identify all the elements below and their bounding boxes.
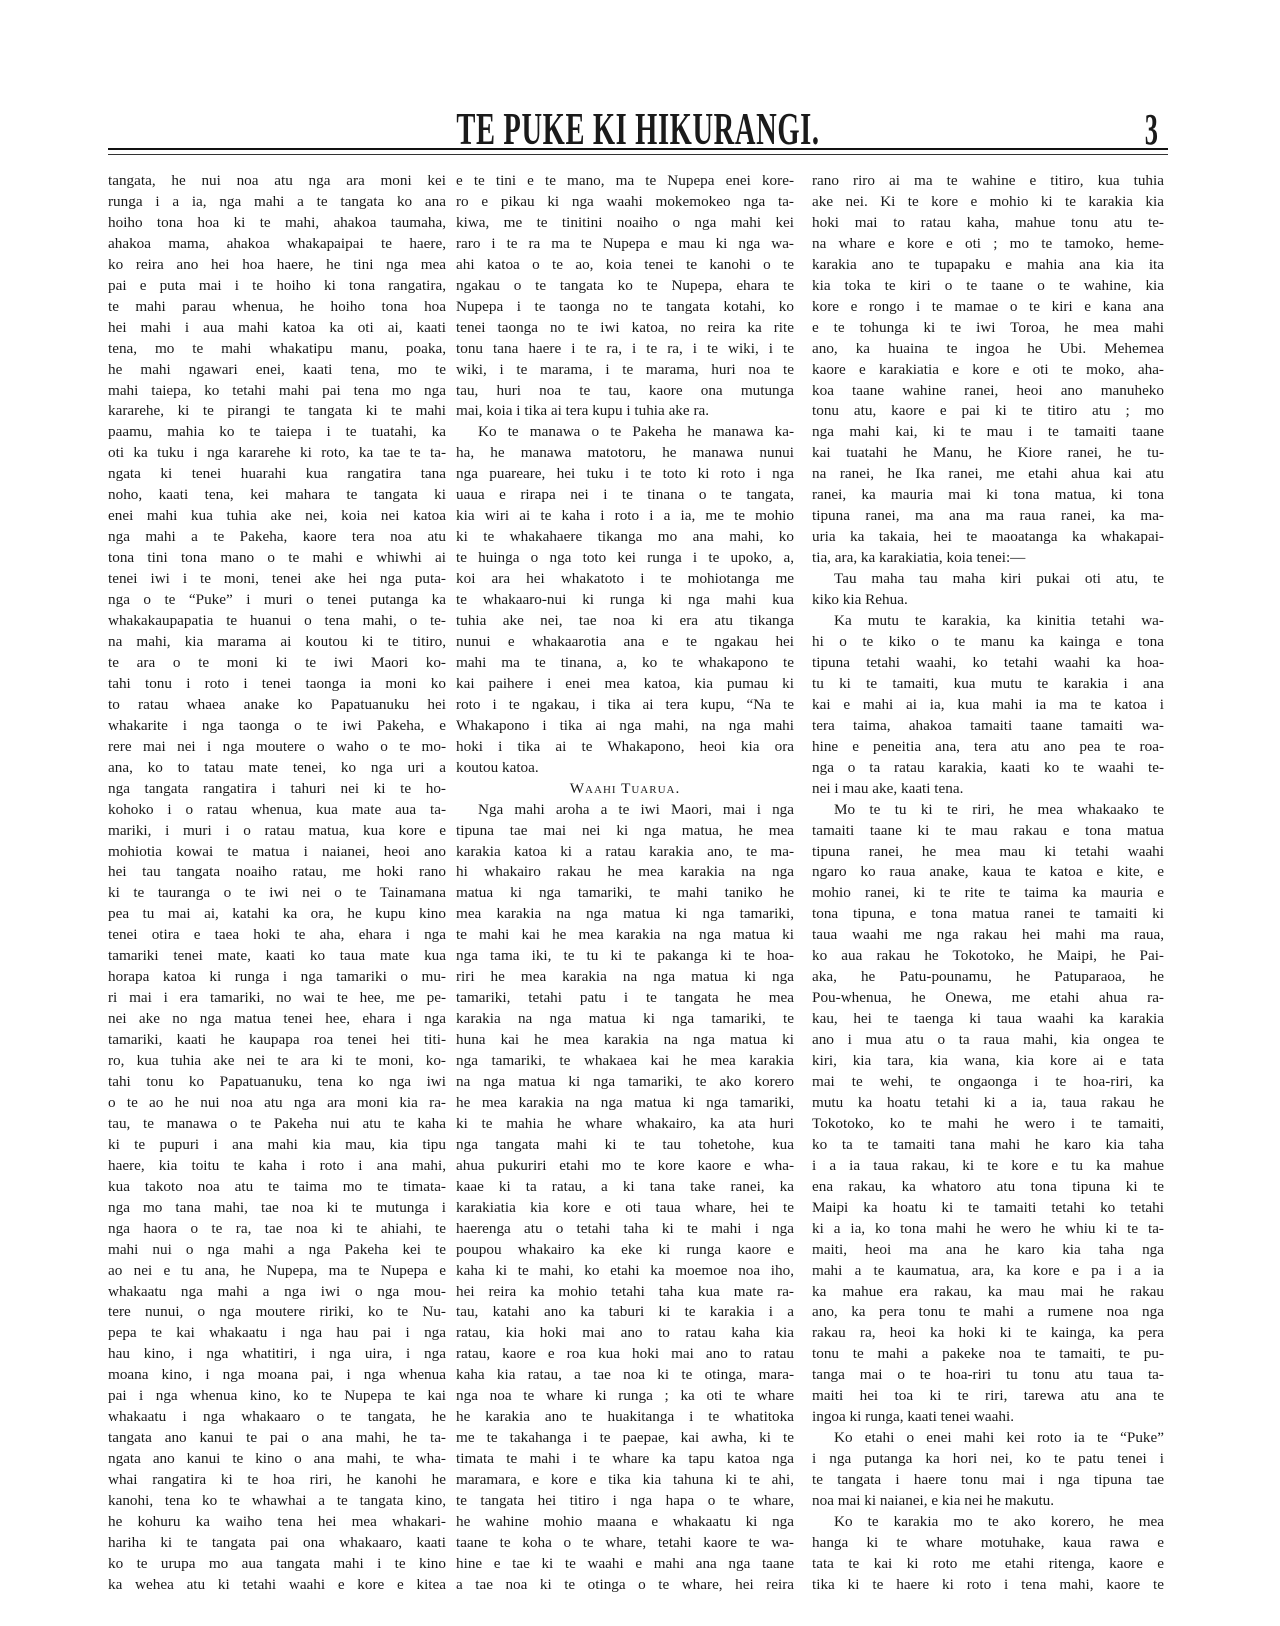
text-line: matua ki nga tamariki, te mahi taniko he: [456, 884, 794, 902]
text-line: Ko te manawa o te Pakeha he manawa ka-: [478, 423, 794, 441]
text-line: na ranei, he Ika ranei, me etahi ahua kai atu: [812, 465, 1164, 483]
text-line: te ara o te moni ki te iwi Maori ko-: [108, 653, 446, 671]
text-line: hoki i tika ai te Whakapono, heoi kia ora: [456, 737, 794, 755]
text-line: hariha ki te tangata pai ona whakaaro, kaati: [108, 1533, 446, 1551]
text-line: kore e rongo i te mamae o te kiri e kana ana: [812, 297, 1164, 315]
text-line: kohoko i o ratau whenua, kua mate aua ta-: [108, 800, 446, 818]
text-line: ranei, ka mauria mai ki tona matua, ki tona: [812, 486, 1164, 504]
text-line: ko te urupa mo aua tangata mahi i te kino: [108, 1554, 446, 1572]
text-line: nei i mau ake, kaati tena.: [812, 779, 964, 797]
text-line: a tae noa ki te otinga o te whare, hei reira: [456, 1575, 794, 1593]
text-line: ko reira ano hei hoa haere, he tini nga mea: [108, 255, 446, 273]
text-line: kai tuatahi he Manu, he Kiore ranei, he tu-: [812, 444, 1164, 462]
text-line: he mea karakia na nga matua ki nga tamariki,: [456, 1093, 794, 1111]
text-line: Pou-whenua, he Onewa, me etahi ahua ra-: [812, 989, 1164, 1007]
text-line: rano riro ai ma te wahine e titiro, kua tuhia: [812, 172, 1164, 189]
text-line: ano i mua atu o ta raua mahi, kia ongea te: [812, 1031, 1164, 1049]
text-line: tanga mai o te hoa-riri tu tonu atu taua ta-: [812, 1366, 1164, 1384]
text-line: Whakapono i tika ai nga mahi, na nga mahi: [456, 716, 794, 734]
text-line: tenei taonga no te iwi katoa, no reira ka rite: [456, 318, 794, 336]
text-line: tangata ano kanui te pai o ana mahi, he ta-: [108, 1429, 446, 1447]
text-line: nga haora o te ra, tae noa ki te ahiahi, te: [108, 1219, 446, 1237]
text-line: tenei iwi i te moni, tenei ake hei nga puta-: [108, 570, 446, 588]
text-line: tia, ara, ka karakiatia, koia tenei:—: [812, 549, 1026, 567]
text-line: hei mahi i aua mahi katoa ka oti ai, kaati: [108, 318, 446, 336]
text-line: hau kino, i nga whatitiri, i nga uira, i nga: [108, 1345, 446, 1363]
text-line: ao nei e tu ana, he Nupepa, ma te Nupepa e: [108, 1261, 446, 1279]
text-line: whakarite i nga taonga o te iwi Pakeha, e: [108, 716, 446, 734]
text-line: kiri, kia tara, kia wana, kia kore ai e tata: [812, 1052, 1164, 1070]
text-line: nga tamariki, te whakaea kai he mea karakia: [456, 1052, 794, 1070]
text-line: Ko etahi o enei mahi kei roto ia te “Puke”: [834, 1429, 1164, 1447]
text-line: ratau, kaore e roa kua hoki mai ano to ratau: [456, 1345, 794, 1363]
text-line: ngata ki tenei huarahi kua rangatira tana: [108, 465, 446, 483]
text-line: pai i nga whenua kino, ko te Nupepa te kai: [108, 1387, 446, 1405]
text-line: ki te pupuri i ana mahi kia mau, kia tipu: [108, 1135, 446, 1153]
text-line: noa mai ki naianei, e kia nei he makutu.: [812, 1492, 1055, 1510]
text-line: tau, katahi ano ka taburi ki te karakia i a: [456, 1303, 794, 1321]
text-line: kau, hei te taenga ki taua waahi ka karakia: [812, 1010, 1164, 1028]
text-line: ahua pukuriri etahi mo te kore kaore e wha-: [456, 1156, 794, 1174]
text-line: na nga matua ki nga tamariki, te ako korero: [456, 1072, 794, 1090]
text-line: ana, ko to tatau mate tenei, ko nga uri a: [108, 758, 446, 776]
text-line: kai e mahi ai ia, kua mahi ia ma te katoa i: [812, 695, 1164, 713]
text-line: raro i te ra ma te Nupepa e mau ki nga wa-: [456, 234, 794, 252]
text-line: ki te whakahaere tikanga mo ana mahi, ko: [456, 528, 794, 546]
text-line: ka mahue era rakau, ka mau mai he rakau: [812, 1282, 1164, 1300]
text-line: he kohuru ka waiho tena hei mea whakari-: [108, 1513, 446, 1530]
text-line: nga tangata mahi ki te tau tohetohe, kua: [456, 1135, 794, 1153]
text-line: mohio ranei, ki te rite te taima ka mauria e: [812, 884, 1164, 902]
text-line: kai paihere i enei mea katoa, kia pumau ki: [456, 674, 794, 692]
text-line: whakaatu nga mahi a nga iwi o nga mou-: [108, 1282, 446, 1300]
text-line: koa taane wahine ranei, heoi ano manuheko: [812, 381, 1164, 399]
text-line: tena, mo te mahi whakatipu manu, poaka,: [108, 339, 446, 357]
text-line: nga tama iki, te tu ki te pakanga ki te hoa-: [456, 947, 794, 965]
text-line: ake nei. Ki te kore e mohio ki te karakia kia: [812, 192, 1164, 210]
text-line: uria ka takaia, hei te maoatanga ka whakapai-: [812, 528, 1164, 546]
text-line: e te tini e te mano, ma te Nupepa enei kore-: [456, 172, 794, 189]
text-line: mai, koia i tika ai tera kupu i tuhia ake ra.: [456, 402, 710, 420]
header-rule-thick: [108, 148, 1168, 150]
text-line: ro, kua tuhia ake nei te ara ki te moni, ko-: [108, 1052, 446, 1070]
text-line: tamariki, kaati he kaupapa roa tenei hei titi-: [108, 1031, 446, 1049]
text-line: mahi nui o nga mahi a nga Pakeha kei te: [108, 1240, 446, 1258]
text-line: ro e pikau ki nga waahi mokemokeo nga ta-: [456, 192, 794, 210]
text-line: tau, te manawa o te Pakeha nui atu te kaha: [108, 1114, 446, 1132]
text-line: haerenga atu o tetahi taha ki te mahi i nga: [456, 1219, 794, 1237]
text-line: kia toka te kiri o te taane o te wahine, kia: [812, 276, 1164, 294]
text-line: nga puareare, hei tuku i te toto ki roto i nga: [456, 465, 794, 483]
text-line: wiki, i te marama, i te marama, huri noa te: [456, 360, 794, 378]
text-line: Ka mutu te karakia, ka kinitia tetahi wa-: [834, 612, 1164, 630]
text-line: aka, he Patu-pounamu, he Patuparaoa, he: [812, 968, 1164, 986]
text-line: nunui e whakaarotia ana e te ngakau hei: [456, 632, 794, 650]
text-line: mea karakia na nga matua ki nga tamariki,: [456, 905, 794, 923]
text-column-2: [456, 172, 794, 1594]
text-line: mahi a te kaumatua, ara, ka kore e pa i a ia: [812, 1261, 1164, 1279]
text-line: kaha ki te mahi, ko etahi ka moemoe noa iho,: [456, 1261, 794, 1279]
text-line: tika ki te haere ki roto i tena mahi, kaore te: [812, 1575, 1164, 1593]
text-line: kararehe, ki te pirangi te tangata ki te mahi: [108, 402, 446, 420]
text-line: whai rangatira ki te hoa riri, he kanohi he: [108, 1471, 446, 1489]
text-line: tamaiti taane ki te mau rakau e tona matua: [812, 821, 1164, 839]
text-line: ko aua rakau he Tokotoko, he Maipi, he Pai-: [812, 947, 1164, 965]
text-line: ena rakau, ka whatoro atu tona tipuna ki te: [812, 1177, 1164, 1195]
text-line: mutu ka hoatu tetahi ki a ia, taua rakau he: [812, 1093, 1164, 1111]
text-line: taua waahi me nga rakau hei mahi ma raua,: [812, 926, 1164, 944]
text-line: tona tini tona mano o te mahi e whiwhi ai: [108, 549, 446, 567]
text-line: koutou katoa.: [456, 758, 539, 776]
text-line: hei tau tangata noaiho ratau, me hoki rano: [108, 863, 446, 881]
text-line: ano, ka huaina te ingoa he Ubi. Mehemea: [812, 339, 1164, 357]
text-line: tonu atu, kaore e pai ki te titiro atu ; mo: [812, 402, 1164, 420]
text-column-3: [812, 172, 1164, 1594]
text-line: ko ta te tamaiti tana mahi he karo kia taha: [812, 1135, 1164, 1153]
text-line: pea tu mai ai, katahi ka ora, he kupu kino: [108, 905, 446, 923]
text-line: tipuna tae mai nei ki nga matua, he mea: [456, 821, 794, 839]
text-line: tahi tonu ko Papatuanuku, tena ko nga iwi: [108, 1072, 446, 1090]
text-line: he karakia ano te huakitanga i te whatitoka: [456, 1408, 794, 1426]
text-line: maramara, e kore e tika kia tahuna ki te ahi,: [456, 1471, 794, 1489]
text-line: Tau maha tau maha kiri pukai oti atu, te: [834, 570, 1164, 588]
text-line: hine e tae ki te waahi e mahi ana nga taane: [456, 1554, 794, 1572]
text-line: tere nunui, o nga moutere ririki, ko te Nu-: [108, 1303, 446, 1321]
text-line: hoki mai to ratau kaha, mahue tonu atu te-: [812, 213, 1164, 231]
section-heading: Waahi Tuarua.: [569, 779, 681, 797]
text-line: poupou whakairo ka eke ki runga kaore e: [456, 1240, 794, 1258]
text-line: nga mahi kai, ki te mau i te tamaiti taane: [812, 423, 1164, 441]
text-line: koi ara hei whakatoto i te mohiotanga me: [456, 570, 794, 588]
text-line: karakia katoa ki a ratau karakia ano, te ma-: [456, 842, 794, 860]
text-line: tipuna tetahi waahi, ko tetahi waahi ka hoa-: [812, 653, 1164, 671]
text-line: ki te tauranga o te iwi nei o te Tainamana: [108, 884, 446, 902]
text-line: e te tohunga ki te iwi Toroa, he mea mahi: [812, 318, 1164, 336]
text-line: noho, kaati tena, kei mahara te tangata ki: [108, 486, 446, 504]
text-line: riri he mea karakia na nga matua ki nga: [456, 968, 794, 986]
text-line: ano, ka pera tonu te mahi a rumene noa nga: [812, 1303, 1164, 1321]
text-line: timata te mahi i te whare ka tapu katoa nga: [456, 1450, 794, 1468]
text-line: kiwa, me te tinitini noaiho o nga mahi kei: [456, 213, 794, 231]
text-line: oti ka tuku i nga kararehe ki roto, ka tae te ta-: [108, 444, 446, 462]
text-line: mai te wehi, te ongaonga i te hoa-riri, ka: [812, 1072, 1164, 1090]
text-line: Maipi ka hoatu ki te tamaiti tetahi ko tetahi: [812, 1198, 1164, 1216]
text-line: nga mo tana mahi, tae noa ki te mutunga i: [108, 1198, 446, 1216]
text-line: ka wehea atu ki tetahi waahi e kore e kitea: [108, 1575, 446, 1593]
text-line: na whare e kore e oti ; mo te tamoko, heme-: [812, 234, 1164, 252]
text-line: ratau, kia hoki mai ano to ratau kaha kia: [456, 1324, 794, 1342]
text-line: mohiotia kowai te matua i naianei, heoi ano: [108, 842, 446, 860]
text-line: nga o ta ratau karakia, kaati ko te waahi te-: [812, 758, 1164, 776]
text-line: ngata ano kanui te kino o ana mahi, te wha-: [108, 1450, 446, 1468]
text-line: te tangata hei titiro i nga hapa o te whare,: [456, 1492, 794, 1510]
text-line: tahi tonu i roto i tenei taonga ia moni ko: [108, 674, 446, 692]
text-line: o te ao he nui noa atu nga ara moni kia ra-: [108, 1093, 446, 1111]
text-line: paamu, mahia ko te taiepa i te tuatahi, ka: [108, 423, 446, 441]
text-line: whakakaupapatia te huanui o tena mahi, o te-: [108, 612, 446, 630]
text-line: tamariki tenei mate, kaati ko taua mate kua: [108, 947, 446, 965]
text-line: te whakaaro-nui ki runga ki nga mahi kua: [456, 591, 794, 609]
text-line: Nga mahi aroha a te iwi Maori, mai i nga: [478, 800, 794, 818]
text-line: ki te mahia he whare whakairo, ka ata huri: [456, 1114, 794, 1132]
text-line: pepa te kai whakaatu i nga hau pai i nga: [108, 1324, 446, 1342]
text-line: kaore e karakiatia e kore e oti te moko, aha-: [812, 360, 1164, 378]
text-line: Tokotoko, ko te mahi he wero i te tamaiti,: [812, 1114, 1164, 1132]
text-line: tamariki, tetahi patu i te tangata he mea: [456, 989, 794, 1007]
text-line: te huinga o nga toto kei runga i te upoko, a,: [456, 549, 794, 567]
text-line: whakaatu i nga whakaaro o te tangata, he: [108, 1408, 446, 1426]
newspaper-title: TE PUKE KI HIKURANGI.: [456, 103, 820, 154]
text-line: he mahi ngawari enei, kaati tena, mo te: [108, 360, 446, 378]
text-line: ri mai i era tamariki, no wai te hee, me pe-: [108, 989, 446, 1007]
text-line: ahakoa mama, ahakoa whakapaipai te haere,: [108, 234, 446, 252]
text-line: ahi katoa o te ao, koia tenei te kanohi o te: [456, 255, 794, 273]
text-line: hanga ki te whare motuhake, kaua rawa e: [812, 1533, 1164, 1551]
text-line: haere, kia toitu te kaha i roto i ana mahi,: [108, 1156, 446, 1174]
text-line: runga i a ia, nga mahi a te tangata ko ana: [108, 192, 446, 210]
text-line: nga noa te whare ki runga ; ka oti te whare: [456, 1387, 794, 1405]
text-line: mariki, i muri i o ratau matua, kua kore e: [108, 821, 446, 839]
text-line: tu ki te tamaiti, kua mutu te karakia i ana: [812, 674, 1164, 692]
text-line: kanohi, tena ko te whawhai a te tangata kino,: [108, 1492, 446, 1510]
text-line: tata te kai ki roto me etahi ritenga, kaore e: [812, 1554, 1164, 1572]
text-line: karakiatia kia kore e oti taua whare, hei te: [456, 1198, 794, 1216]
text-line: maiti hei toa ki te riri, tarewa atu ana te: [812, 1387, 1164, 1405]
text-line: ha, he manawa matotoru, he manawa nunui: [456, 444, 794, 462]
text-line: na mahi, kia marama ai koutou ki te titiro,: [108, 632, 446, 650]
text-line: tonu te mahi a pakeke noa te tamaiti, te pu-: [812, 1345, 1164, 1363]
text-line: te mahi parau whenua, he hoiho tona hoa: [108, 297, 446, 315]
text-line: hi o te kiko o te manu ka kainga e tona: [812, 632, 1164, 650]
text-line: mahi ma te tinana, a, ko te whakapono te: [456, 653, 794, 671]
text-line: nga tangata rangatira i tahuri nei ki te ho-: [108, 779, 446, 797]
text-line: rere mai nei i nga moutere o waho o te mo-: [108, 737, 446, 755]
text-line: pai e puta mai i te hoiho ki tona rangatira,: [108, 276, 446, 294]
text-line: nga mahi a te Pakeha, kaore tera noa atu: [108, 528, 446, 546]
text-line: moana kino, i nga moana pai, i nga whenua: [108, 1366, 446, 1384]
text-line: hi whakairo rakau he mea karakia na nga: [456, 863, 794, 881]
text-line: maiti, heoi ma ana he karo kia taha nga: [812, 1240, 1164, 1258]
text-line: ngakau o te tangata ko te Nupepa, ehara te: [456, 276, 794, 294]
text-column-1: [108, 172, 446, 1594]
text-line: he wahine mohio maana e whakaatu ki nga: [456, 1513, 794, 1530]
text-line: rakau ra, heoi ka hoki ki te kainga, ka pera: [812, 1324, 1164, 1342]
text-line: nga o te “Puke” i muri o tenei putanga ka: [108, 591, 446, 609]
text-line: roto i te ngakau, i tika ai tera kupu, “Na te: [456, 695, 794, 713]
text-line: te mahi kai he mea karakia na nga matua ki: [456, 926, 794, 944]
text-line: tonu tana haere i te ra, i te ra, i te wiki, i te: [456, 339, 794, 357]
text-line: horapa katoa ki runga i nga tamariki o mu-: [108, 968, 446, 986]
text-line: tera taima, ahakoa tamaiti taane tamaiti wa-: [812, 716, 1164, 734]
text-line: Nupepa i te taonga no te tangata kotahi, ko: [456, 297, 794, 315]
text-line: kiko kia Rehua.: [812, 591, 908, 609]
text-line: mahi taiepa, ko tetahi mahi pai tena mo nga: [108, 381, 446, 399]
text-line: huna kai he mea karakia na nga matua ki: [456, 1031, 794, 1049]
text-line: me te takahanga i te paepae, kai awha, ki te: [456, 1429, 794, 1447]
text-line: ki a ia, ko tona mahi he wero he whiu ki te ta-: [812, 1219, 1164, 1237]
text-line: hei reira ka mohio tetahi taha kua mate ra-: [456, 1282, 794, 1300]
text-line: to ratau whaea anake ko Papatuanuku hei: [108, 695, 446, 713]
text-line: tipuna ranei, ma ana ma raua ranei, ka ma-: [812, 507, 1164, 525]
text-line: hoiho tona hoa ki te mahi, ahakoa taumaha,: [108, 213, 446, 231]
text-line: kua takoto noa atu te taima mo te timata-: [108, 1177, 446, 1195]
text-line: tangata, he nui noa atu nga ara moni kei: [108, 172, 446, 189]
text-line: ngaro ko raua anake, kaua te katoa e kite, e: [812, 863, 1164, 881]
text-line: i nga putanga ka hori nei, ko te patu tenei i: [812, 1450, 1164, 1468]
text-line: kaae ki ta ratau, a ki tana take ranei, ka: [456, 1177, 794, 1195]
text-line: ingoa ki runga, kaati tenei waahi.: [812, 1408, 1015, 1426]
text-line: enei mahi kua tuhia ake nei, koia nei katoa: [108, 507, 446, 525]
text-line: tau, huri noa te tau, kaore ona mutunga: [456, 381, 794, 399]
text-line: karakia na nga matua ki nga tamariki, te: [456, 1010, 794, 1028]
text-line: Ko te karakia mo te ako korero, he mea: [834, 1513, 1164, 1530]
text-line: tenei otira e taea hoki te aha, ehara i nga: [108, 926, 446, 944]
text-line: tuhia ake nei, tae noa ki era atu tikanga: [456, 612, 794, 630]
masthead: [108, 100, 1168, 154]
header-rule-thin: [108, 154, 1168, 155]
text-line: uaua e rirapa nei i te tinana o te tangata,: [456, 486, 794, 504]
text-line: tipuna ranei, he mea mau ki tetahi waahi: [812, 842, 1164, 860]
page-number: 3: [1144, 105, 1158, 154]
text-line: kia wiri ai te kaha i roto i a ia, me te mohio: [456, 507, 794, 525]
text-line: Mo te tu ki te riri, he mea whakaako te: [834, 800, 1164, 818]
text-line: kaha kia ratau, a tae noa ki te otinga, mara-: [456, 1366, 794, 1384]
text-line: nei ake no nga matua tenei hee, ehara i nga: [108, 1010, 446, 1028]
text-line: karakia ano te tupapaku e mahia ana kia ita: [812, 255, 1164, 273]
text-line: tona tipuna, e tona matua ranei te tamaiti ki: [812, 905, 1164, 923]
text-line: i a ia taua rakau, ki te kore e tu ka mahue: [812, 1156, 1164, 1174]
text-line: te tangata i haere tonu mai i nga tipuna tae: [812, 1471, 1164, 1489]
text-line: taane te koha o te whare, tetahi kaore te wa-: [456, 1533, 794, 1551]
text-line: hine e peneitia ana, tera atu ano pea te roa-: [812, 737, 1164, 755]
